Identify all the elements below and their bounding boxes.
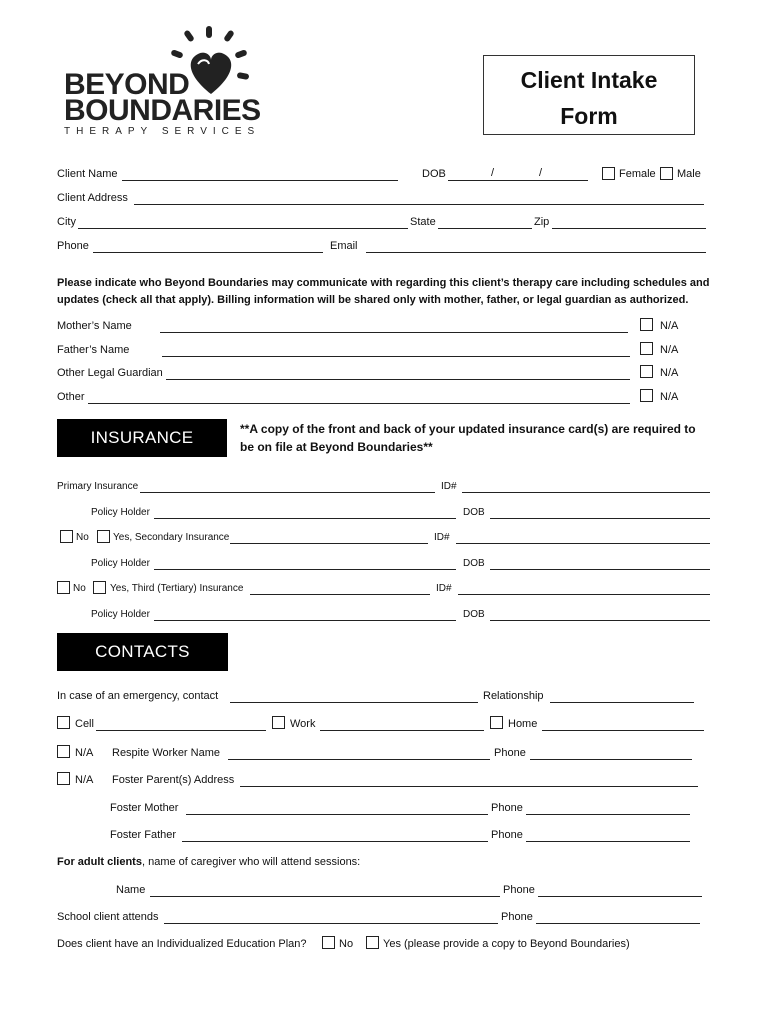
school-phone-field[interactable] bbox=[536, 923, 700, 924]
mother-name-label: Mother’s Name bbox=[57, 320, 132, 332]
phone-label: Phone bbox=[57, 240, 89, 252]
insurance-header: INSURANCE bbox=[57, 419, 227, 457]
email-label: Email bbox=[330, 240, 358, 252]
home-checkbox[interactable] bbox=[490, 716, 503, 729]
foster-father-phone-label: Phone bbox=[491, 829, 523, 841]
city-field[interactable] bbox=[78, 228, 408, 229]
home-field[interactable] bbox=[542, 730, 704, 731]
logo-line-1: BEYOND bbox=[64, 68, 190, 101]
iep-no-label: No bbox=[339, 938, 354, 950]
state-label: State bbox=[410, 216, 436, 228]
secondary-yes-checkbox[interactable] bbox=[97, 530, 110, 543]
respite-phone-field[interactable] bbox=[530, 759, 692, 760]
cell-field[interactable] bbox=[96, 730, 266, 731]
foster-father-field[interactable] bbox=[182, 841, 488, 842]
foster-mother-phone-label: Phone bbox=[491, 802, 523, 814]
client-name-label: Client Name bbox=[57, 168, 118, 180]
city-label: City bbox=[57, 216, 76, 228]
respite-worker-field[interactable] bbox=[228, 759, 490, 760]
tertiary-yes-checkbox[interactable] bbox=[93, 581, 106, 594]
tertiary-no-checkbox[interactable] bbox=[57, 581, 70, 594]
foster-na-checkbox[interactable] bbox=[57, 772, 70, 785]
secondary-id-label: ID# bbox=[434, 532, 450, 543]
guardian-na-label: N/A bbox=[660, 367, 679, 379]
form-title bbox=[483, 55, 695, 135]
father-na-checkbox[interactable] bbox=[640, 342, 653, 355]
primary-insurance-label: Primary Insurance bbox=[57, 481, 139, 492]
foster-father-phone-field[interactable] bbox=[526, 841, 690, 842]
primary-dob-label: DOB bbox=[463, 507, 485, 518]
work-checkbox[interactable] bbox=[272, 716, 285, 729]
respite-worker-label: Respite Worker Name bbox=[112, 747, 220, 759]
respite-na-label: N/A bbox=[75, 747, 94, 759]
dob-field[interactable] bbox=[448, 180, 588, 181]
secondary-dob-label: DOB bbox=[463, 558, 485, 569]
dob-label: DOB bbox=[422, 168, 446, 180]
father-name-field[interactable] bbox=[162, 356, 630, 357]
iep-question: Does client have an Individualized Education Plan? bbox=[57, 938, 307, 950]
home-label: Home bbox=[508, 718, 538, 730]
tertiary-policy-holder-field[interactable] bbox=[154, 620, 456, 621]
legal-guardian-field[interactable] bbox=[166, 379, 630, 380]
mother-na-label: N/A bbox=[660, 320, 679, 332]
male-checkbox[interactable] bbox=[660, 167, 673, 180]
email-field[interactable] bbox=[366, 252, 706, 253]
logo-line-3: THERAPY SERVICES bbox=[64, 126, 261, 137]
contacts-header: CONTACTS bbox=[57, 633, 228, 671]
caregiver-phone-field[interactable] bbox=[538, 896, 702, 897]
client-name-field[interactable] bbox=[122, 180, 398, 181]
logo-line-2: BOUNDARIES bbox=[64, 94, 261, 127]
primary-dob-field[interactable] bbox=[490, 518, 710, 519]
zip-label: Zip bbox=[534, 216, 550, 228]
tertiary-insurance-label: Yes, Third (Tertiary) Insurance bbox=[110, 583, 244, 594]
secondary-id-field[interactable] bbox=[456, 543, 710, 544]
tertiary-dob-field[interactable] bbox=[490, 620, 710, 621]
female-checkbox[interactable] bbox=[602, 167, 615, 180]
guardian-na-checkbox[interactable] bbox=[640, 365, 653, 378]
secondary-insurance-field[interactable] bbox=[230, 543, 428, 544]
adult-clients-text: , name of caregiver who will attend sessions: bbox=[141, 856, 361, 868]
insurance-card-note: **A copy of the front and back of your updated insurance card(s) are required to be on file at Beyond Boundaries** bbox=[240, 422, 696, 454]
iep-no-checkbox[interactable] bbox=[322, 936, 335, 949]
iep-yes-label: Yes (please provide a copy to Beyond Boundaries) bbox=[383, 938, 630, 950]
adult-clients-note bbox=[57, 856, 360, 868]
other-label: Other bbox=[57, 391, 85, 403]
school-label: School client attends bbox=[57, 911, 159, 923]
foster-mother-field[interactable] bbox=[186, 814, 488, 815]
dob-separator: / bbox=[539, 167, 543, 179]
foster-address-field[interactable] bbox=[240, 786, 698, 787]
father-name-label: Father’s Name bbox=[57, 344, 130, 356]
other-na-label: N/A bbox=[660, 391, 679, 403]
caregiver-name-field[interactable] bbox=[150, 896, 500, 897]
form-title-line-2: Form bbox=[560, 103, 618, 129]
iep-yes-checkbox[interactable] bbox=[366, 936, 379, 949]
relationship-label: Relationship bbox=[483, 690, 544, 702]
emergency-contact-field[interactable] bbox=[230, 702, 478, 703]
tertiary-id-label: ID# bbox=[436, 583, 452, 594]
secondary-policy-holder-field[interactable] bbox=[154, 569, 456, 570]
secondary-no-label: No bbox=[76, 532, 89, 543]
caregiver-name-label: Name bbox=[116, 884, 146, 896]
respite-phone-label: Phone bbox=[494, 747, 526, 759]
other-na-checkbox[interactable] bbox=[640, 389, 653, 402]
secondary-dob-field[interactable] bbox=[490, 569, 710, 570]
cell-label: Cell bbox=[75, 718, 94, 730]
client-address-field[interactable] bbox=[134, 204, 704, 205]
male-label: Male bbox=[677, 168, 701, 180]
mother-name-field[interactable] bbox=[160, 332, 628, 333]
father-na-label: N/A bbox=[660, 344, 679, 356]
adult-clients-bold: For adult clients bbox=[57, 856, 142, 868]
secondary-insurance-label: Yes, Secondary Insurance bbox=[113, 532, 230, 543]
caregiver-phone-label: Phone bbox=[503, 884, 535, 896]
secondary-no-checkbox[interactable] bbox=[60, 530, 73, 543]
primary-policy-holder-field[interactable] bbox=[154, 518, 456, 519]
phone-field[interactable] bbox=[93, 252, 323, 253]
tertiary-id-field[interactable] bbox=[458, 594, 710, 595]
foster-mother-label: Foster Mother bbox=[110, 802, 179, 814]
form-title-line-1: Client Intake bbox=[520, 67, 658, 93]
primary-policy-holder-label: Policy Holder bbox=[91, 507, 150, 518]
dob-separator: / bbox=[491, 167, 495, 179]
tertiary-no-label: No bbox=[73, 583, 86, 594]
secondary-policy-holder-label: Policy Holder bbox=[91, 558, 150, 569]
tertiary-insurance-field[interactable] bbox=[250, 594, 430, 595]
other-field[interactable] bbox=[88, 403, 630, 404]
work-label: Work bbox=[290, 718, 316, 730]
legal-guardian-label: Other Legal Guardian bbox=[57, 367, 163, 379]
primary-id-field[interactable] bbox=[462, 492, 710, 493]
relationship-field[interactable] bbox=[550, 702, 694, 703]
state-field[interactable] bbox=[438, 228, 532, 229]
mother-na-checkbox[interactable] bbox=[640, 318, 653, 331]
zip-field[interactable] bbox=[552, 228, 706, 229]
respite-na-checkbox[interactable] bbox=[57, 745, 70, 758]
communication-instructions: Please indicate who Beyond Boundaries may communicate with regarding this client’s therapy care including schedules and updates (check all that apply). Billing information will be shared only with mother, father, or legal guardian as authorized. bbox=[57, 277, 710, 306]
female-label: Female bbox=[619, 168, 656, 180]
primary-id-label: ID# bbox=[441, 481, 457, 492]
school-phone-label: Phone bbox=[501, 911, 533, 923]
tertiary-policy-holder-label: Policy Holder bbox=[91, 609, 150, 620]
client-address-label: Client Address bbox=[57, 192, 128, 204]
primary-insurance-field[interactable] bbox=[140, 492, 435, 493]
foster-address-label: Foster Parent(s) Address bbox=[112, 774, 235, 786]
tertiary-dob-label: DOB bbox=[463, 609, 485, 620]
emergency-contact-label: In case of an emergency, contact bbox=[57, 690, 219, 702]
foster-na-label: N/A bbox=[75, 774, 94, 786]
foster-father-label: Foster Father bbox=[110, 829, 177, 841]
foster-mother-phone-field[interactable] bbox=[526, 814, 690, 815]
cell-checkbox[interactable] bbox=[57, 716, 70, 729]
work-field[interactable] bbox=[320, 730, 484, 731]
school-field[interactable] bbox=[164, 923, 498, 924]
